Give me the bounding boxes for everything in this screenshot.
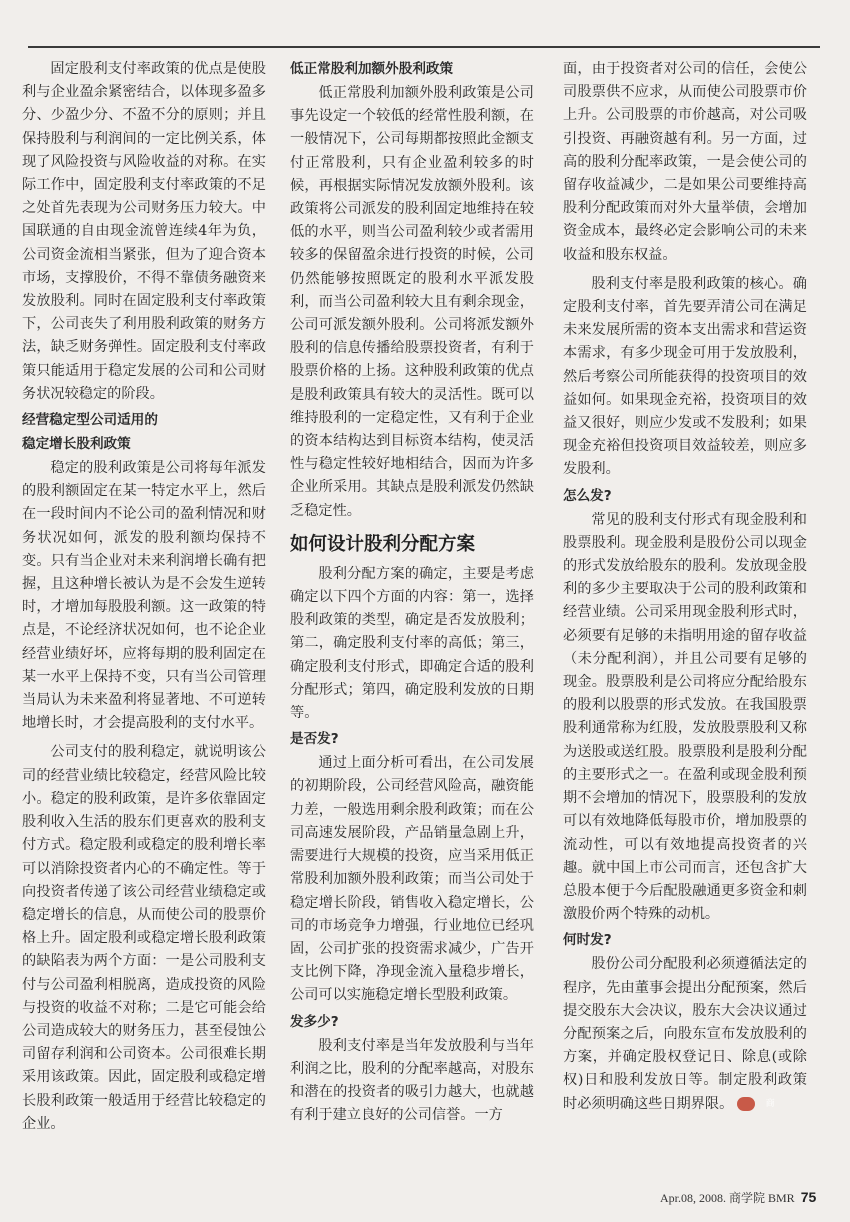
paragraph: [563, 953, 807, 1115]
paragraph: 固定股利支付率政策的优点是使股利与企业盈余紧密结合，以体现多盈多分、少盈少分、不盈不分的原则；并且保持股利与利润间的一定比例关系，体现了风险投资与风险收益的对称。在实际工作中，固定股利支付率政策的不足之处首先表现为公司财务压力较大。中国联通的自由现金流曾连续4年为负，公司资金流相当紧张，但为了迎合资本市场，支撑股价，不得不靠债务融资来发放股利。同时在固定股利支付率政策下，公司丧失了利用股利政策的财务方法，缺乏财务弹性。固定股利支付率政策只能适用于稳定发展的公司和公司财务状况较稳定的阶段。: [22, 61, 266, 402]
paragraph-text: 股份公司分配股利必须遵循法定的程序，先由董事会提出分配预案，然后提交股东大会决议，股东大会决议通过分配预案之后，向股东宣布发放股利的方案，并确定股权登记日、除息(或除权)日和股利发放日等。制定股利政策时必须明确这些日期界限。: [563, 956, 807, 1112]
paragraph: 股利支付率是当年发放股利与当年利润之比，股利的分配率越高，对股东和潜在的投资者的吸引力越大，也就越有利于建立良好的公司信誉。一方: [290, 1037, 534, 1124]
end-mark-icon: 商: [737, 1097, 755, 1111]
paragraph: 公司支付的股利稳定，就说明该公司的经营业绩比较稳定，经营风险比较小。稳定的股利政策，是许多依靠固定股利收入生活的股东们更喜欢的股利支付方式。稳定股利或稳定的股利增长率可以消除投资者内心的不确定性。等于向投资者传递了该公司经营业绩稳定或稳定增长的信息，从而使公司的股票价格上升。固定股利或稳定增长股利政策的缺陷表为两个方面：一是公司股利支付与公司盈利相脱离，造成投资的风险与投资的收益不对称；二是它可能会给公司造成较大的财务压力，甚至侵蚀公司留存利润和公司资本。公司很难长期采用该政策。因此，固定股利或稳定增长股利政策一般适用于经营比较稳定的企业。: [22, 744, 266, 1132]
paragraph: 面，由于投资者对公司的信任，会使公司股票供不应求，从而使公司股票市价上升。公司股票的市价越高，对公司吸引投资、再融资越有利。另一方面，过高的股利分配率政策，一是会使公司的留存收益减少，二是如果公司要维持高股利分配政策而对外大量举债，会增加资金成本，最终必定会影响公司的未来收益和股东权益。: [563, 61, 807, 263]
section-heading: 发多少?: [290, 1013, 339, 1030]
section-heading: 低正常股利加额外股利政策: [290, 61, 454, 77]
footer-issue: Apr.08, 2008. 商学院 BMR: [660, 1191, 795, 1205]
page-footer: [660, 1189, 816, 1206]
section-heading: 是否发?: [290, 731, 339, 748]
top-rule: [28, 46, 820, 48]
section-heading: 稳定增长股利政策: [22, 436, 131, 453]
paragraph: 常见的股利支付形式有现金股利和股票股利。现金股利是股份公司以现金的形式发放给股东的股利。发放现金股利的多少主要取决于公司的股利政策和经营业绩。公司采用现金股利形式时，必须要有足够的未指明用途的留存收益（未分配利润），并且公司要有足够的现金。股票股利是公司将应分配给股东的股利以股票的形式发放。在我国股票股利通常称为红股，发放股票股利又称为送股或送红股。股票股利是股利分配的主要形式之一。在盈利或现金股利预期不会增加的情况下，股票股利的发放可以有效地降低每股市价，增加股票的流动性，可以有效地提高投资者的兴趣。就中国上市公司而言，还包含扩大总股本便于今后配股融通更多资金和刺激股价两个特殊的动机。: [563, 511, 807, 923]
section-heading: 怎么发?: [563, 487, 612, 504]
paragraph: 通过上面分析可看出，在公司发展的初期阶段，公司经营风险高，融资能力差，一般选用剩余股利政策；而在公司高速发展阶段，产品销量急剧上升，需要进行大规模的投资，应当采用低正常股利加额外股利政策；而当公司处于稳定增长阶段，销售收入稳定增长，公司的市场竞争力增强，行业地位已经巩固，公司扩张的投资需求减少，广告开支比例下降，净现金流入量稳步增长，公司可以实施稳定增长型股利政策。: [290, 755, 534, 1004]
column-2: [290, 58, 534, 1170]
article-subtitle: 如何设计股利分配方案: [290, 533, 476, 555]
paragraph: 低正常股利加额外股利政策是公司事先设定一个较低的经常性股利额，在一般情况下，公司每期都按照此金额支付正常股利，只有企业盈利较多的时候，再根据实际情况发放额外股利。该政策将公司派发的股利固定地维持在较低的水平，则当公司盈利较少或者需用较多的保留盈余进行投资的时候，公司仍然能够按照既定的股利水平派发股利，而当公司盈利较大且有剩余现金，公司可派发额外股利。公司将派发额外股利的信息传播给股票投资者，有利于股票价格的上扬。这种股利政策的优点是股利政策具有较大的灵活性。既可以维持股利的一定稳定性，又有利于企业的资本结构达到目标资本结构，使灵活性与稳定性较好地相结合，因而为许多企业所采用。其缺点是股利派发仍然缺乏稳定性。: [290, 85, 534, 519]
section-heading: 何时发?: [563, 932, 612, 949]
paragraph: 股利支付率是股利政策的核心。确定股利支付率，首先要弄清公司在满足未来发展所需的资本支出需求和营运资本需求，有多少现金可用于发放股利，然后考察公司所能获得的投资项目的效益如何。如果现金充裕，投资项目的效益又很好，则应少发或不发股利；如果现金充裕但投资项目效益较差，则应多发股利。: [563, 275, 807, 478]
page-number: 75: [800, 1189, 817, 1205]
column-1: [22, 58, 266, 1170]
section-heading: 经营稳定型公司适用的: [22, 412, 158, 429]
paragraph: 稳定的股利政策是公司将每年派发的股利额固定在某一特定水平上，然后在一段时间内不论公司的盈利情况和财务状况如何，派发的股利额均保持不变。只有当企业对未来利润增长确有把握，且这种增长被认为是不会发生逆转时，才增加每股股利额。这一政策的特点是，不论经济状况如何，也不论企业经营业绩好坏，应将每期的股利固定在某一水平上保持不变，只有当公司管理当局认为未来盈利将显著地、不可逆转地增长时，才会提高股利的支付水平。: [22, 460, 266, 732]
column-3: [563, 58, 807, 1170]
paragraph: 股利分配方案的确定，主要是考虑确定以下四个方面的内容：第一，选择股利政策的类型，确定是否发放股利；第二，确定股利支付率的高低；第三，确定股利支付形式，即确定合适的股利分配形式；第四，确定股利发放的日期等。: [290, 565, 534, 722]
